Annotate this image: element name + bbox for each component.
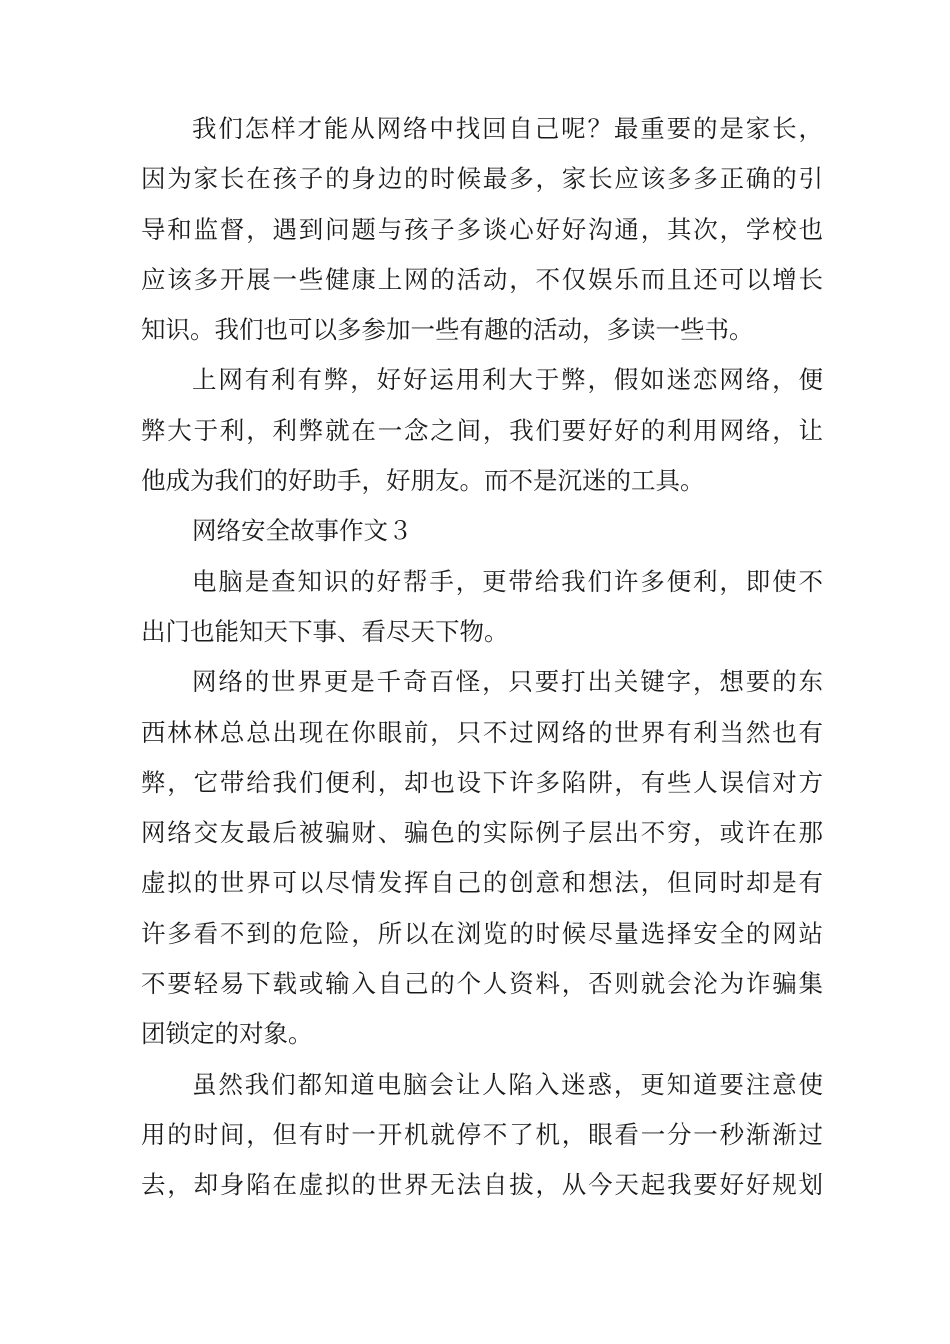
paragraph [141,557,823,658]
text-line: 西林林总总出现在你眼前，只不过网络的世界有利当然也有 [141,717,823,747]
paragraph [141,355,823,506]
text-line: 网络的世界更是千奇百怪，只要打出关键字，想要的东 [192,667,823,697]
text-line: 许多看不到的危险，所以在浏览的时候尽量选择安全的网站 [141,918,823,948]
text-line: 知识。我们也可以多参加一些有趣的活动，多读一些书。 [141,315,754,345]
text-line: 团锁定的对象。 [141,1019,313,1049]
paragraph [141,657,823,1059]
text-line: 弊，它带给我们便利，却也设下许多陷阱，有些人误信对方 [141,767,823,797]
text-line: 电脑是查知识的好帮手，更带给我们许多便利，即使不 [192,566,823,596]
text-line: 虚拟的世界可以尽情发挥自己的创意和想法，但同时却是有 [141,868,823,898]
text-line: 他成为我们的好助手，好朋友。而不是沉迷的工具。 [141,466,705,496]
text-line: 网络交友最后被骗财、骗色的实际例子层出不穷，或许在那 [141,818,823,848]
text-line: 我们怎样才能从网络中找回自己呢？最重要的是家长， [192,114,823,143]
text-line: 上网有利有弊，好好运用利大于弊，假如迷恋网络，便 [192,365,823,395]
text-line: 去，却身陷在虚拟的世界无法自拔，从今天起我要好好规划 [141,1170,823,1200]
heading-text: 网络安全故事作文３ [192,516,413,546]
section-heading [141,506,823,556]
text-line: 用的时间，但有时一开机就停不了机，眼看一分一秒渐渐过 [141,1119,823,1149]
text-line: 导和监督，遇到问题与孩子多谈心好好沟通，其次，学校也 [141,214,823,244]
paragraph [141,1060,823,1211]
text-line: 应该多开展一些健康上网的活动，不仅娱乐而且还可以增长 [141,264,823,294]
document-body [141,104,823,1211]
text-line: 虽然我们都知道电脑会让人陷入迷惑，更知道要注意使 [192,1069,823,1099]
text-line: 因为家长在孩子的身边的时候最多，家长应该多多正确的引 [141,164,823,194]
text-line: 不要轻易下载或输入自己的个人资料，否则就会沦为诈骗集 [141,969,823,999]
text-line: 出门也能知天下事、看尽天下物。 [141,616,509,646]
paragraph [141,104,823,355]
text-line: 弊大于利，利弊就在一念之间，我们要好好的利用网络，让 [141,415,823,445]
